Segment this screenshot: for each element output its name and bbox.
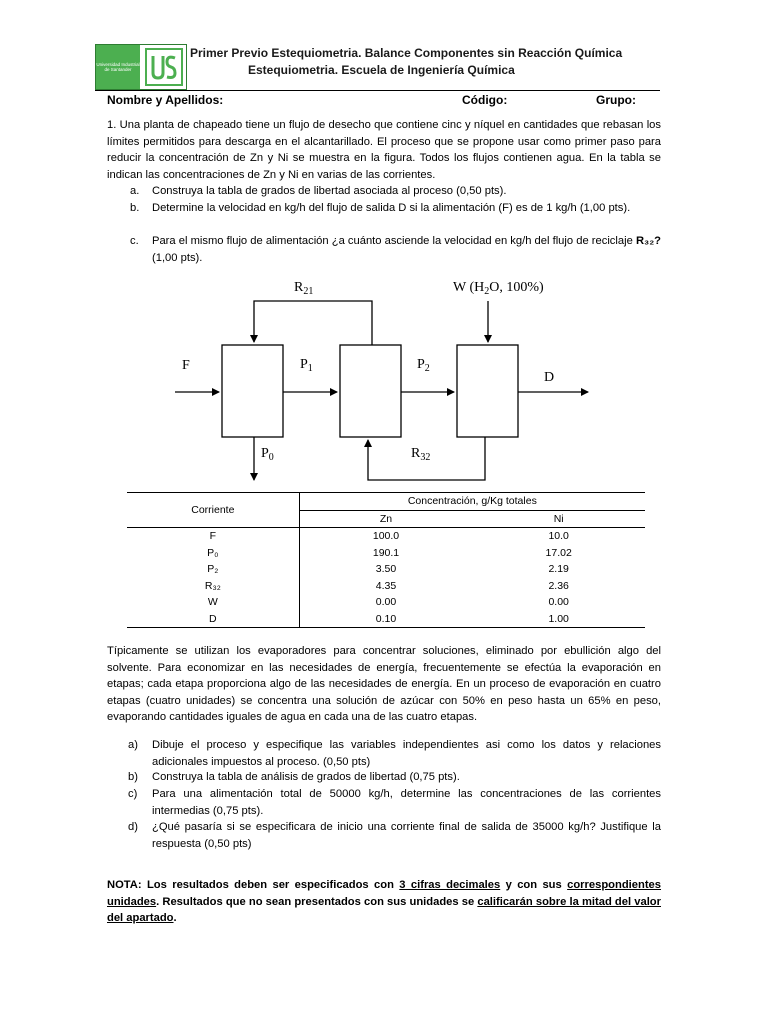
process-flow-diagram xyxy=(160,275,630,485)
problem2-item-d xyxy=(128,819,661,852)
table-cell-ni: 1.00 xyxy=(548,612,569,625)
code-field-label: Código: xyxy=(462,93,508,107)
note-text: . Resultados que no sean presentados con sus unidades se xyxy=(156,895,478,908)
table-cell-stream: R₃₂ xyxy=(127,578,299,595)
table-cell-stream: D xyxy=(127,611,299,628)
table-group-header: Concentración, g/Kg totales xyxy=(299,493,645,511)
problem1-item-a xyxy=(130,183,661,200)
item-text: Construya la tabla de análisis de grados de libertad (0,75 pts). xyxy=(152,771,460,783)
item-text: Para una alimentación total de 50000 kg/h, determine las concentraciones de las corrientes intermedias (0,75 pts). xyxy=(152,788,661,817)
note-text: NOTA: Los resultados deben ser especificados con xyxy=(107,879,400,891)
table-cell-ni: 10.0 xyxy=(548,530,569,543)
item-label: d) xyxy=(128,821,138,833)
unit-1-box xyxy=(222,345,283,437)
note-underlined-decimals: 3 cifras decimales xyxy=(399,879,501,891)
table-cell-zn: 0.10 xyxy=(375,612,397,625)
note-text: y con sus xyxy=(500,879,568,891)
table-cell-zn: 3.50 xyxy=(375,563,397,576)
note-underlined-units: correspondientes unidades xyxy=(107,879,662,908)
table-cell-ni: 2.36 xyxy=(548,579,569,592)
item-label: b) xyxy=(128,771,138,783)
item-text-bold: R₃₂? xyxy=(635,235,661,247)
problem1-item-b xyxy=(130,200,661,217)
note-text: . xyxy=(173,912,177,924)
note-underlined-grading: calificarán sobre la mitad del valor del apartado xyxy=(107,895,661,924)
item-label: a) xyxy=(128,739,138,751)
concentration-table xyxy=(127,492,645,628)
table-header-zn: Zn xyxy=(379,512,393,525)
table-cell-stream: F xyxy=(127,528,299,545)
table-cell-ni: 2.19 xyxy=(548,563,569,576)
stream-R21-arrow xyxy=(254,301,372,345)
table-cell-stream: P₀ xyxy=(127,545,299,562)
label-P2: $P_2$ xyxy=(417,357,430,374)
grading-note xyxy=(107,877,661,927)
label-P1: $P_1$ xyxy=(300,357,313,374)
table-cell-zn: 100.0 xyxy=(372,530,400,543)
table-row xyxy=(127,528,645,545)
table-col-header-stream: Corriente xyxy=(127,493,299,528)
logo-university-name: Universidad Industrial de Santander xyxy=(96,61,140,72)
unit-3-box xyxy=(457,345,518,437)
item-text: Para el mismo flujo de alimentación ¿a cuánto asciende la velocidad en kg/h del flujo de reciclaje xyxy=(152,235,636,247)
problem1-item-c xyxy=(130,233,661,266)
table-row xyxy=(127,578,645,595)
item-label: a. xyxy=(130,185,140,197)
uis-emblem-icon xyxy=(142,45,186,89)
item-label: b. xyxy=(130,202,140,214)
table-header-ni: Ni xyxy=(553,512,564,525)
logo-text-block xyxy=(96,45,140,89)
item-text: Dibuje el proceso y especifique las variables independientes asi como los datos y relaciones adicionales impuestos al proceso. (0,50 pts) xyxy=(152,739,661,768)
item-label: c. xyxy=(130,235,139,247)
table-cell-stream: P₂ xyxy=(127,561,299,578)
table-row xyxy=(127,545,645,562)
group-field-label: Grupo: xyxy=(596,93,636,107)
table-cell-zn: 4.35 xyxy=(375,579,397,592)
item-text-tail: (1,00 pts). xyxy=(152,251,203,264)
label-R21: $R_{21}$ xyxy=(294,280,314,297)
table-row xyxy=(127,611,645,628)
exam-subtitle: Estequiometria. Escuela de Ingeniería Química xyxy=(248,63,515,77)
item-label: c) xyxy=(128,788,138,800)
header-divider xyxy=(95,90,660,91)
table-cell-ni: 0.00 xyxy=(548,596,569,609)
problem1-intro: 1. Una planta de chapeado tiene un flujo de desecho que contiene cinc y níquel en cantidades que rebasan los límites permitidos para descarga en el alcantarillado. El proceso que se propone usar como primer paso para reducir la concentración de Zn y Ni se muestra en la figura. Todos los flujos contienen agua. En la tabla se indican las concentraciones de Zn y Ni en varias de las corrientes. xyxy=(107,119,661,181)
name-field-label: Nombre y Apellidos: xyxy=(107,93,224,107)
table-row xyxy=(127,594,645,611)
exam-title: Primer Previo Estequiometria. Balance Componentes sin Reacción Química xyxy=(190,46,623,60)
label-P0: $P_0$ xyxy=(261,446,274,463)
problem2-item-b xyxy=(128,769,661,786)
label-R32: $R_{32}$ xyxy=(411,446,431,463)
label-D: D xyxy=(544,370,555,385)
table-cell-zn: 0.00 xyxy=(375,596,397,609)
item-text: Construya la tabla de grados de libertad asociada al proceso (0,50 pts). xyxy=(152,185,507,197)
table-cell-ni: 17.02 xyxy=(545,546,572,559)
problem2-item-a xyxy=(128,737,661,770)
university-logo xyxy=(95,44,187,90)
label-W: W ($H_2O$, 100%) xyxy=(453,280,544,297)
item-text: Determine la velocidad en kg/h del flujo de salida D si la alimentación (F) es de 1 kg/h (1,00 pts). xyxy=(152,202,631,214)
table-cell-zn: 190.1 xyxy=(372,546,400,559)
table-cell-stream: W xyxy=(127,594,299,611)
unit-2-box xyxy=(340,345,401,437)
table-row xyxy=(127,561,645,578)
label-F: F xyxy=(182,358,190,373)
item-text: ¿Qué pasaría si se especificara de inicio una corriente final de salida de 35000 kg/h? Justifique la respuesta (0,50 pts) xyxy=(152,821,661,850)
problem2-item-c xyxy=(128,786,661,819)
problem2-intro: Típicamente se utilizan los evaporadores para concentrar soluciones, eliminado por ebullición algo del solvente. Para economizar en las necesidades de energía, frecuentemente se efectúa la evaporación en etapas; cada etapa proporciona algo de las necesidades de energía. En un proceso de evaporación en cuatro etapas (cuatro unidades) se concentra una solución de azúcar con 50% en peso hasta un 65% en peso, evaporando cantidades iguales de agua en cada una de las cuatro etapas. xyxy=(107,645,661,723)
